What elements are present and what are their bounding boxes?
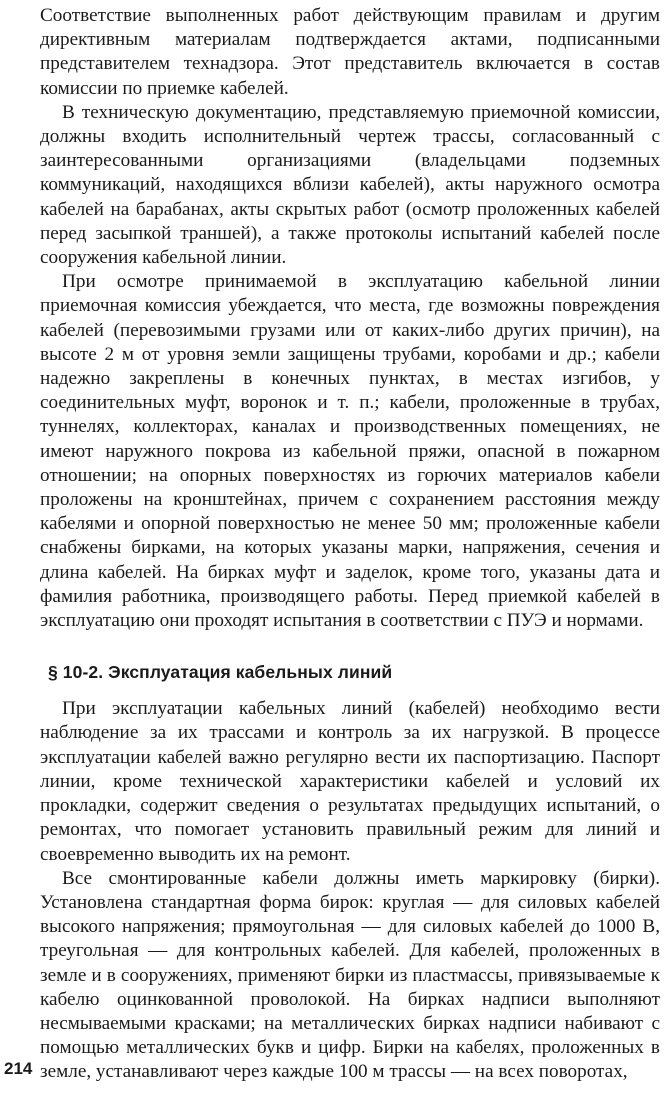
page-number: 214	[4, 1059, 33, 1078]
paragraph-operation: При эксплуатации кабельных линий (кабелей) необходимо вести наблюдение за их трассами и контроль за их нагрузкой. В процессе эксплуатации кабелей важно регулярно вести их паспортизацию. Паспорт линии, кроме технической характеристики кабелей и условий их прокладки, содержит сведения о результатах предыдущих испытаний, о ремонтах, что помогает установить правильный режим для линий и своевременно выводить их на ремонт.	[40, 698, 660, 865]
paragraph-marking: Все смонтированные кабели должны иметь маркировку (бирки). Установлена стандартная форма бирок: круглая — для силовых кабелей высокого напряжения; прямоугольная — для силовых кабелей до 1000 В, треугольная — для контрольных кабелей. Для кабелей, проложенных в земле и в сооружениях, применяют бирки из пластмассы, привязываемые к кабелю оцинкованной проволокой. На бирках надписи выполняют несмываемыми красками; на металлических бирках надписи набивают с помощью металлических букв и цифр. Бирки на кабелях, проложенных в земле, устанавливают через каждые 100 м трассы — на всех поворотах,	[40, 867, 660, 1083]
page-body	[40, 4, 660, 1085]
paragraph-inspection: При осмотре принимаемой в эксплуатацию кабельной линии приемочная комиссия убеждается, что места, где возможны повреждения кабелей (перевозимыми грузами или от каких-либо других причин), на высоте 2 м от уровня земли защищены трубами, коробами и др.; кабели надежно закреплены в конечных пунктах, в местах изгибов, у соединительных муфт, воронок и т. п.; кабели, проложенные в трубах, туннелях, коллекторах, каналах и производственных помещениях, не имеют наружного покрова из кабельной пряжи, опасной в пожарном отношении; на опорных поверхностях из горючих материалов кабели проложены на кронштейнах, причем с сохранением расстояния между кабелями и опорной поверхностью не менее 50 мм; проложенные кабели снабжены бирками, на которых указаны марки, напряжения, сечения и длина кабелей. На бирках муфт и заделок, кроме того, указаны дата и фамилия работника, производящего работы. Перед приемкой кабелей в эксплуатацию они проходят испытания в соответствии с ПУЭ и нормами.	[40, 271, 660, 632]
paragraph-acceptance-acts: Соответствие выполненных работ действующим правилам и другим директивным материалам подтверждается актами, подписанными представителем технадзора. Этот представитель включается в состав комиссии по приемке кабелей.	[40, 5, 660, 99]
paragraph-technical-documentation: В техническую документацию, представляемую приемочной комиссии, должны входить исполнительный чертеж трассы, согласованный с заинтересованными организациями (владельцами подземных коммуникаций, находящихся вблизи кабелей), акты наружного осмотра кабелей на барабанах, акты скрытых работ (осмотр проложенных кабелей перед засыпкой траншей), а также протоколы испытаний кабелей после сооружения кабельной линии.	[40, 101, 660, 269]
section-heading: § 10-2. Эксплуатация кабельных линий	[48, 662, 393, 683]
